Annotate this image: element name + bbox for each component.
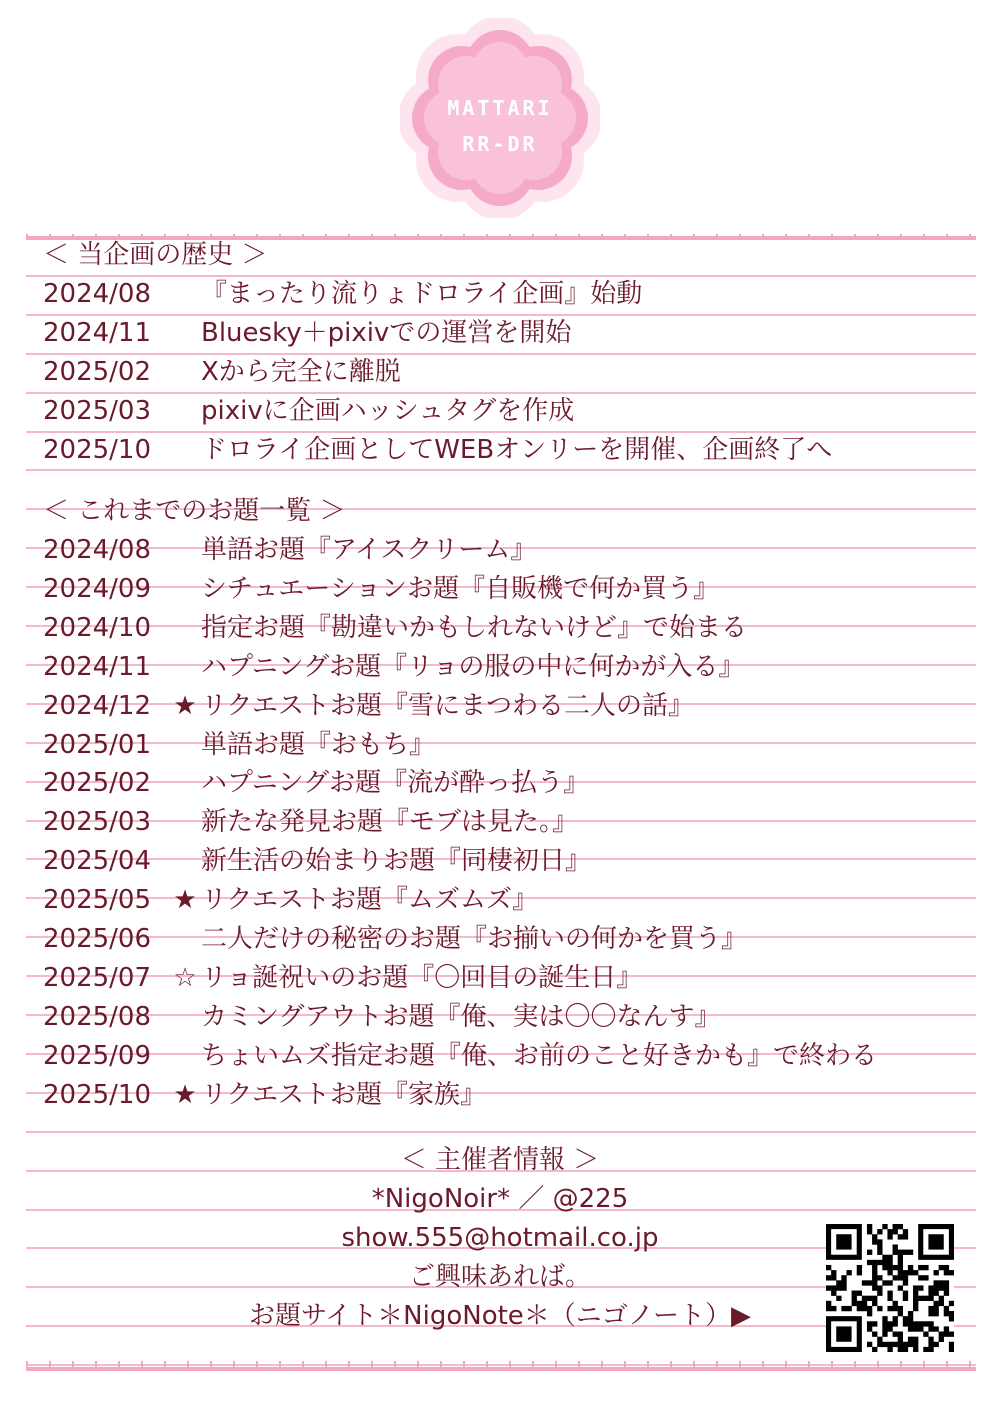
organizer-heading: ＜ 主催者情報 ＞	[400, 1145, 600, 1175]
organizer-name: *NigoNoir* ／ @225	[371, 1184, 629, 1214]
entry-date: 2024/11	[43, 317, 152, 348]
topics-entry	[43, 571, 719, 607]
entry-text: ちょいムズ指定お題『俺、お前のこと好きかも』で終わる	[201, 1040, 878, 1071]
entry-date: 2024/12	[43, 690, 152, 721]
entry-text: ハプニングお題『リョの服の中に何かが入る』	[201, 651, 745, 682]
topics-entry	[43, 1038, 877, 1074]
history-entry	[43, 393, 574, 429]
entry-star-mark: ★	[173, 690, 197, 721]
entry-date: 2025/03	[43, 395, 152, 426]
entry-text: 『まったり流りょドロライ企画』始動	[201, 279, 643, 309]
topics-entry	[43, 727, 435, 763]
entry-date: 2025/02	[43, 768, 152, 799]
entry-text: リクエストお題『家族』	[201, 1079, 486, 1110]
entry-date: 2025/06	[43, 924, 152, 954]
entry-date: 2024/11	[43, 651, 152, 682]
entry-text: 単語お題『おもち』	[201, 729, 436, 760]
topics-entry	[43, 843, 591, 879]
entry-date: 2024/08	[43, 279, 152, 309]
entry-text: 新生活の始まりお題『同棲初日』	[201, 846, 592, 877]
entry-text: リョ誕祝いのお題『〇回目の誕生日』	[201, 962, 643, 993]
topics-entry	[43, 765, 589, 801]
topics-entry	[43, 532, 536, 568]
history-heading: ＜ 当企画の歴史 ＞	[43, 240, 268, 270]
entry-text: リクエストお題『雪にまつわる二人の話』	[201, 690, 694, 721]
history-entry	[43, 276, 642, 312]
site-link[interactable]: お題サイト＊NigoNote＊（ニゴノート）▶	[248, 1301, 752, 1331]
entry-date: 2025/04	[43, 846, 152, 877]
entry-text: リクエストお題『ムズムズ』	[201, 885, 538, 916]
topics-entry	[43, 1077, 486, 1113]
entry-text: 新たな発見お題『モブは見た。』	[201, 807, 579, 838]
topics-entry	[43, 960, 642, 996]
entry-date: 2024/09	[43, 573, 152, 604]
entry-date: 2025/02	[43, 356, 152, 387]
logo-line-1: MATTARI	[447, 96, 553, 120]
entry-text: 単語お題『アイスクリーム』	[201, 535, 537, 565]
entry-text: シチュエーションお題『自販機で何か買う』	[201, 573, 720, 604]
entry-date: 2025/03	[43, 807, 152, 838]
entry-text: pixivに企画ハッシュタグを作成	[201, 395, 575, 426]
qr-code-icon[interactable]	[826, 1224, 954, 1352]
entry-date: 2025/09	[43, 1040, 152, 1071]
history-entry	[43, 432, 832, 468]
entry-star-mark: ★	[173, 885, 197, 916]
topics-entry	[43, 804, 578, 840]
entry-star-mark: ★	[173, 1079, 197, 1110]
topics-entry	[43, 649, 744, 685]
entry-date: 2025/10	[43, 434, 152, 465]
organizer-email[interactable]: show.555@hotmail.co.jp	[341, 1223, 659, 1253]
ruled-line	[26, 469, 976, 471]
logo-badge	[400, 18, 600, 218]
entry-text: 二人だけの秘密のお題『お揃いの何かを買う』	[201, 924, 748, 954]
entry-text: 指定お題『勘違いかもしれないけど』で始まる	[201, 612, 748, 643]
logo-text	[400, 90, 600, 162]
topics-entry	[43, 921, 747, 957]
topics-entry	[43, 688, 694, 724]
entry-text: Bluesky＋pixivでの運営を開始	[201, 317, 572, 348]
entry-text: ハプニングお題『流が酔っ払う』	[201, 768, 590, 799]
entry-date: 2025/08	[43, 1001, 152, 1032]
entry-text: カミングアウトお題『俺、実は〇〇なんす』	[201, 1001, 721, 1032]
entry-date: 2025/07	[43, 962, 152, 993]
entry-text: Xから完全に離脱	[201, 356, 401, 387]
entry-date: 2024/10	[43, 612, 152, 643]
entry-star-mark: ☆	[173, 962, 197, 993]
bottom-rule	[26, 1367, 976, 1371]
history-entry	[43, 354, 401, 390]
ruled-line	[26, 1131, 976, 1133]
entry-date: 2025/05	[43, 885, 152, 916]
entry-text: ドロライ企画としてWEBオンリーを開催、企画終了へ	[201, 434, 833, 465]
topics-heading: ＜ これまでのお題一覧 ＞	[43, 496, 346, 526]
topics-entry	[43, 882, 538, 918]
history-entry	[43, 315, 571, 351]
entry-date: 2025/01	[43, 729, 152, 760]
entry-date: 2025/10	[43, 1079, 152, 1110]
entry-date: 2024/08	[43, 535, 152, 565]
topics-entry	[43, 999, 720, 1035]
bottom-tick-border	[26, 1361, 976, 1367]
interest-note: ご興味あれば。	[408, 1262, 591, 1292]
logo-line-2: RR-DR	[462, 132, 538, 156]
topics-entry	[43, 610, 747, 646]
